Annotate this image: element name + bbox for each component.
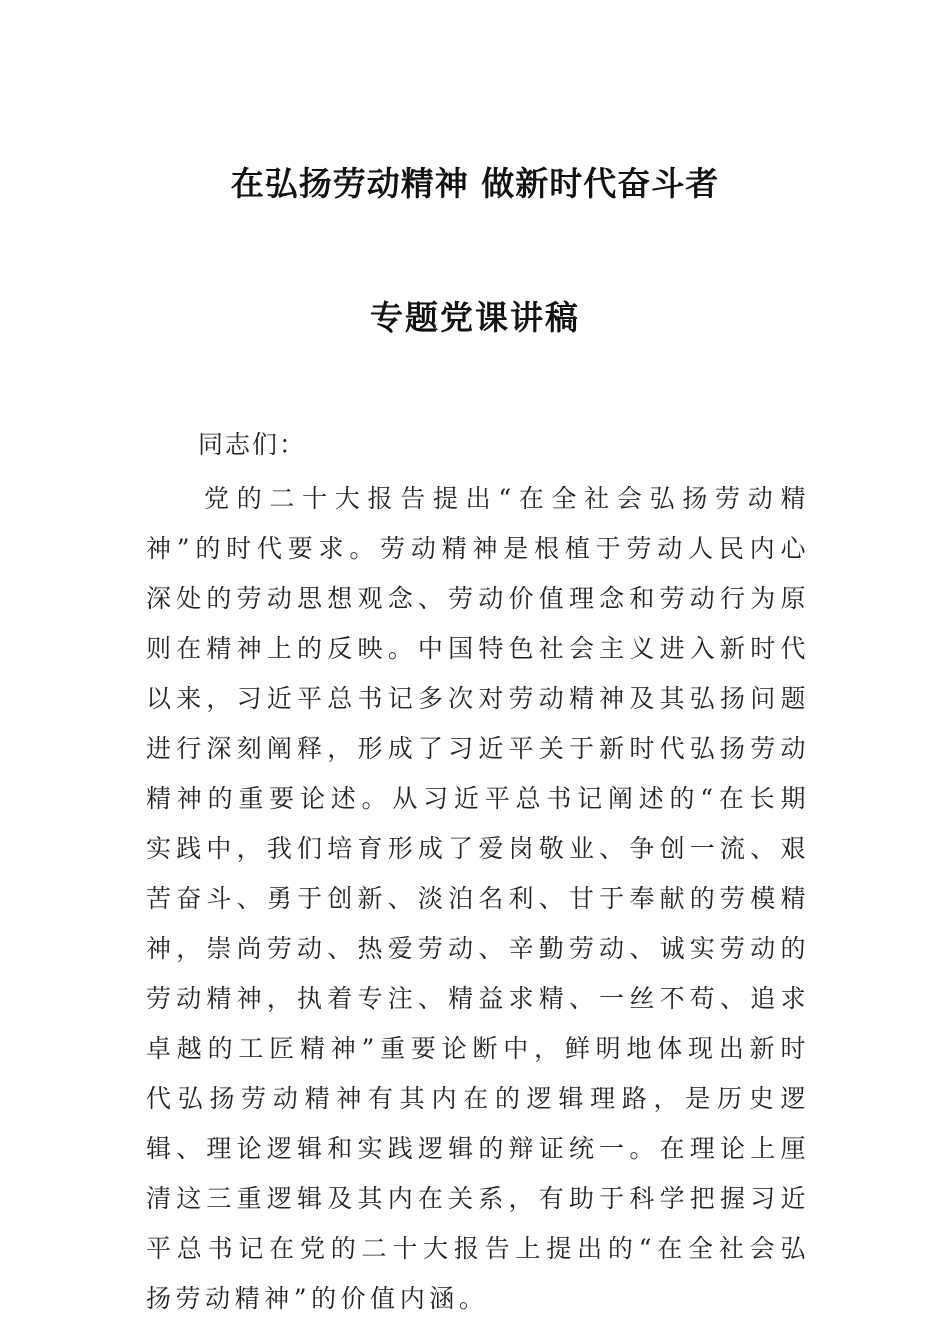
body-paragraph: 党的二十大报告提出“在全社会弘扬劳动精神”的时代要求。劳动精神是根植于劳动人民内心深处的劳动思想观念、劳动价值理念和劳动行为原则在精神上的反映。中国特色社会主义进入新时代以来，习近平总书记多次对劳动精神及其弘扬问题进行深刻阐释，形成了习近平关于新时代弘扬劳动精神的重要论述。从习近平总书记阐述的“在长期实践中，我们培育形成了爱岗敬业、争创一流、艰苦奋斗、勇于创新、淡泊名利、甘于奉献的劳模精神，崇尚劳动、热爱劳动、辛勤劳动、诚实劳动的劳动精神，执着专注、精益求精、一丝不苟、追求卓越的工匠精神”重要论断中，鲜明地体现出新时代弘扬劳动精神有其内在的逻辑理路，是历史逻辑、理论逻辑和实践逻辑的辩证统一。在理论上厘清这三重逻辑及其内在关系，有助于科学把握习近平总书记在党的二十大报告上提出的“在全社会弘扬劳动精神”的价值内涵。: [146, 484, 810, 1313]
document-subtitle: 专题党课讲稿: [370, 298, 580, 337]
document-title: 在弘扬劳动精神 做新时代奋斗者: [230, 164, 720, 203]
salutation: 同志们：: [198, 430, 307, 459]
